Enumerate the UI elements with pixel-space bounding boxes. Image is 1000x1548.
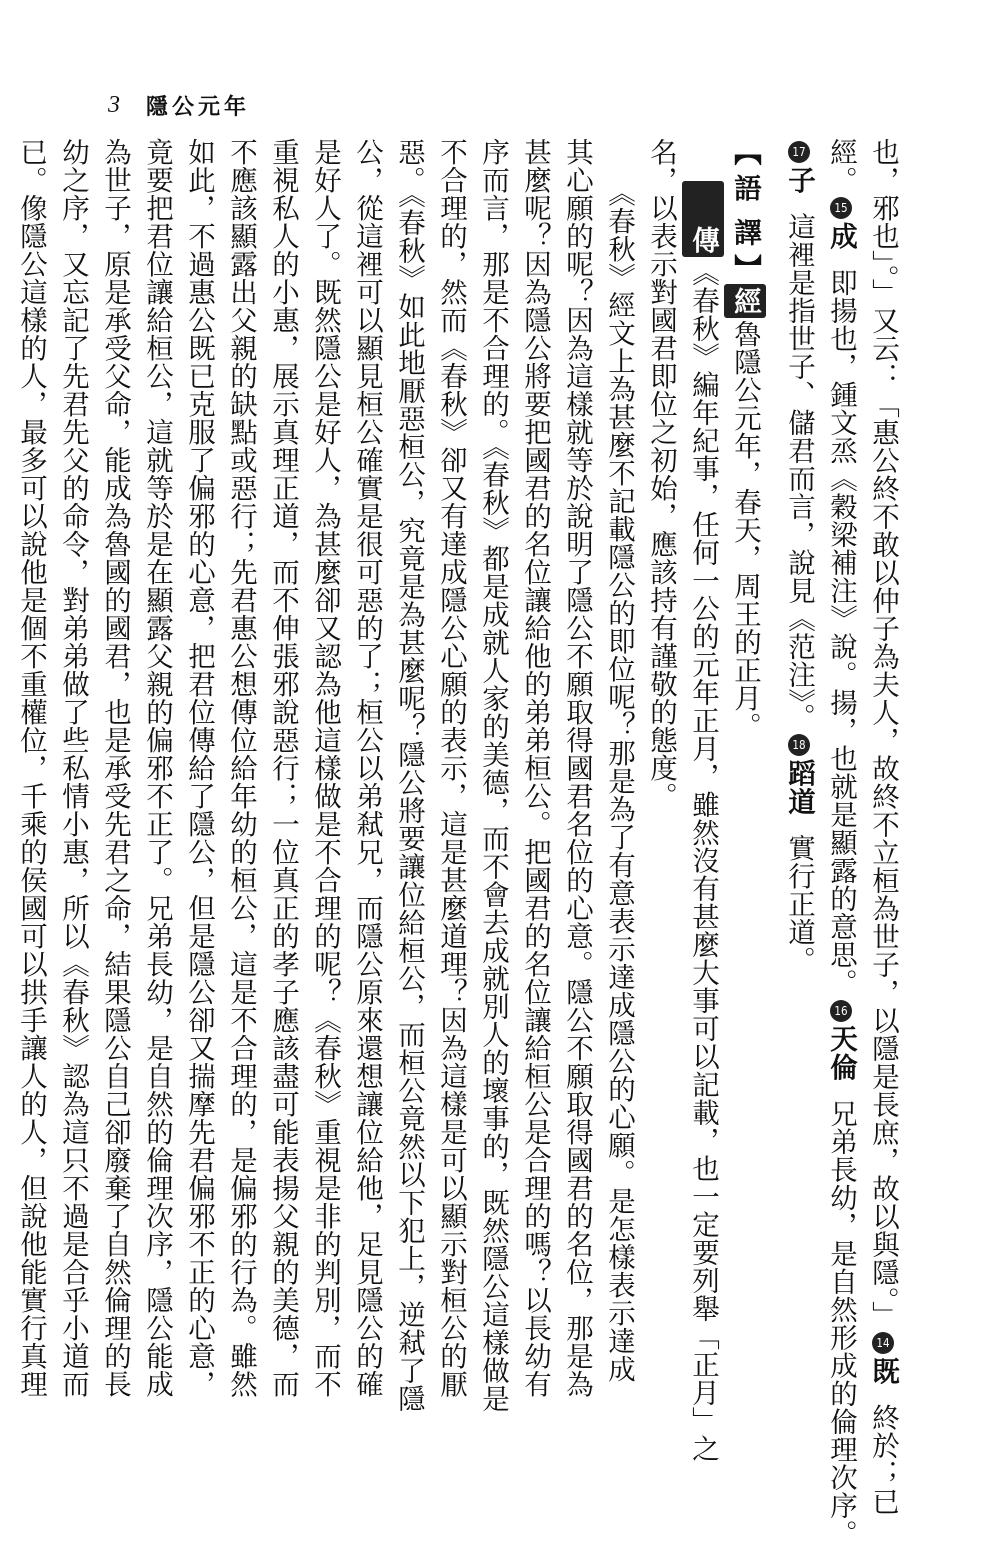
note-number-18: 18 (788, 734, 810, 756)
text-column-20: 已。像隱公這樣的人，最多可以說他是個不重權位，千乘的侯國可以拱手讓人的人，但說他能實行真理 (15, 138, 47, 1398)
text-column-4: 傳《春秋》編年紀事，任何一公的元年正月，雖然沒有甚麼大事可以記載，也一定要列舉「正月」之 (682, 138, 724, 1318)
translation-heading-column (724, 138, 766, 1318)
note-number-16: 16 (830, 1000, 852, 1022)
running-title: 隱公元年 (146, 94, 251, 120)
text-column-10: 不合理的，然而《春秋》卻又有達成隱公心願的表示，這是甚麼道理？因為這樣是可以顯示對桓公的厭 (435, 138, 467, 1398)
text-column-5: 名，以表示對國君即位之初始，應該持有謹敬的態度。 (645, 138, 677, 810)
note-term-14: 既 (867, 1356, 899, 1386)
text-column-7: 其心願的呢？因為這樣就等於說明了隱公不願取得國君名位的心意。隱公不願取得國君的名位，那是為 (561, 138, 593, 1398)
note-column-2: 經。15成即揚也，鍾文烝《穀梁補注》說。揚，也就是顯露的意思。16天倫兄弟長幼，是自然形成的倫理次序。 (825, 138, 857, 1548)
zhuan-marker: 傳 (682, 181, 724, 256)
text-column-18: 為世子，原是承受父命，能成為魯國的國君，也是承受先君之命，結果隱公自己卻廢棄了自然倫理的長 (99, 138, 131, 1398)
text-column-16: 如此，不過惠公既已克服了偏邪的心意，把君位傳給了隱公，但是隱公卻又揣摩先君偏邪不正的心意， (183, 138, 215, 1398)
note-number-14: 14 (872, 1332, 894, 1354)
text-column-9: 序而言，那是不合理的。《春秋》都是成就人家的美德，而不會去成就別人的壞事的，既然隱公這樣做是 (477, 138, 509, 1413)
note-definition-16: 兄弟長幼，是自然形成的倫理次序。 (825, 1099, 857, 1548)
note-definition-14: 終於；已 (867, 1403, 899, 1516)
note-term-18: 蹈道 (783, 758, 815, 816)
note-term-15: 成 (825, 222, 857, 251)
translation-label: 【語譯】 (729, 138, 761, 282)
note-term-17: 子 (783, 166, 815, 195)
text-column-15: 不應該顯露出父親的缺點或惡行；先君惠公想傳位給年幼的桓公，這是不合理的，是偏邪的行為。雖然 (225, 138, 257, 1398)
note-column-3 (778, 138, 820, 1318)
note-definition-17: 這裡是指世子、儲君而言，說見《范注》。 (783, 212, 815, 731)
text-column-11: 惡。《春秋》如此地厭惡桓公，究竟是為甚麼呢？隱公將要讓位給桓公，而桓公竟然以下犯上，逆弒了隱 (393, 138, 425, 1413)
text-column-12: 公，從這裡可以顯見桓公確實是很可惡的了；桓公以弟弒兄，而隱公原來還想讓位給他，足見隱公的確 (351, 138, 383, 1398)
page-header (108, 88, 250, 122)
text-column-13: 是好人了。既然隱公是好人，為甚麼卻又認為他這樣做是不合理的呢？《春秋》重視是非的判別，而不 (309, 138, 341, 1398)
text-column-17: 竟要把君位讓給桓公，這就等於是在顯露父親的偏邪不正了。兄弟長幼，是自然的倫理次序，隱公能成 (141, 138, 173, 1398)
note-number-15: 15 (830, 197, 852, 219)
jing-marker: 經 (724, 284, 766, 318)
vertical-text-body (15, 138, 904, 1548)
text-column-19: 幼之序，又忘記了先君先父的命令，對弟弟做了些私情小惠，所以《春秋》認為這只不過是合乎小道而 (57, 138, 89, 1398)
text-column-8: 甚麼呢？因為隱公將要把國君的名位讓給他的弟弟桓公。把國君的名位讓給桓公是合理的嗎？以長幼有 (519, 138, 551, 1398)
text-column-14: 重視私人的小惠，展示真理正道，而不伸張邪說惡行；一位真正的孝子應該盡可能表揚父親的美德，而 (267, 138, 299, 1398)
page-number: 3 (108, 91, 124, 118)
note-term-16: 天倫 (825, 1024, 857, 1082)
text-column-6: 《春秋》經文上為甚麼不記載隱公的即位呢？那是為了有意表示達成隱公的心願。是怎樣表示達成 (603, 179, 635, 1384)
jing-translation: 魯隱公元年，春天，周王的正月。 (729, 320, 761, 740)
note-definition-15: 即揚也，鍾文烝《穀梁補注》說。揚，也就是顯露的意思。 (825, 268, 857, 997)
note-number-17: 17 (788, 141, 810, 163)
note-column-1: 也，邪也」。」又云：「惠公終不敢以仲子為夫人，故終不立桓為世子，以隱是長庶，故以與隱。」14既終於；已 (867, 138, 899, 1516)
note-definition-18: 實行正道。 (783, 833, 815, 974)
